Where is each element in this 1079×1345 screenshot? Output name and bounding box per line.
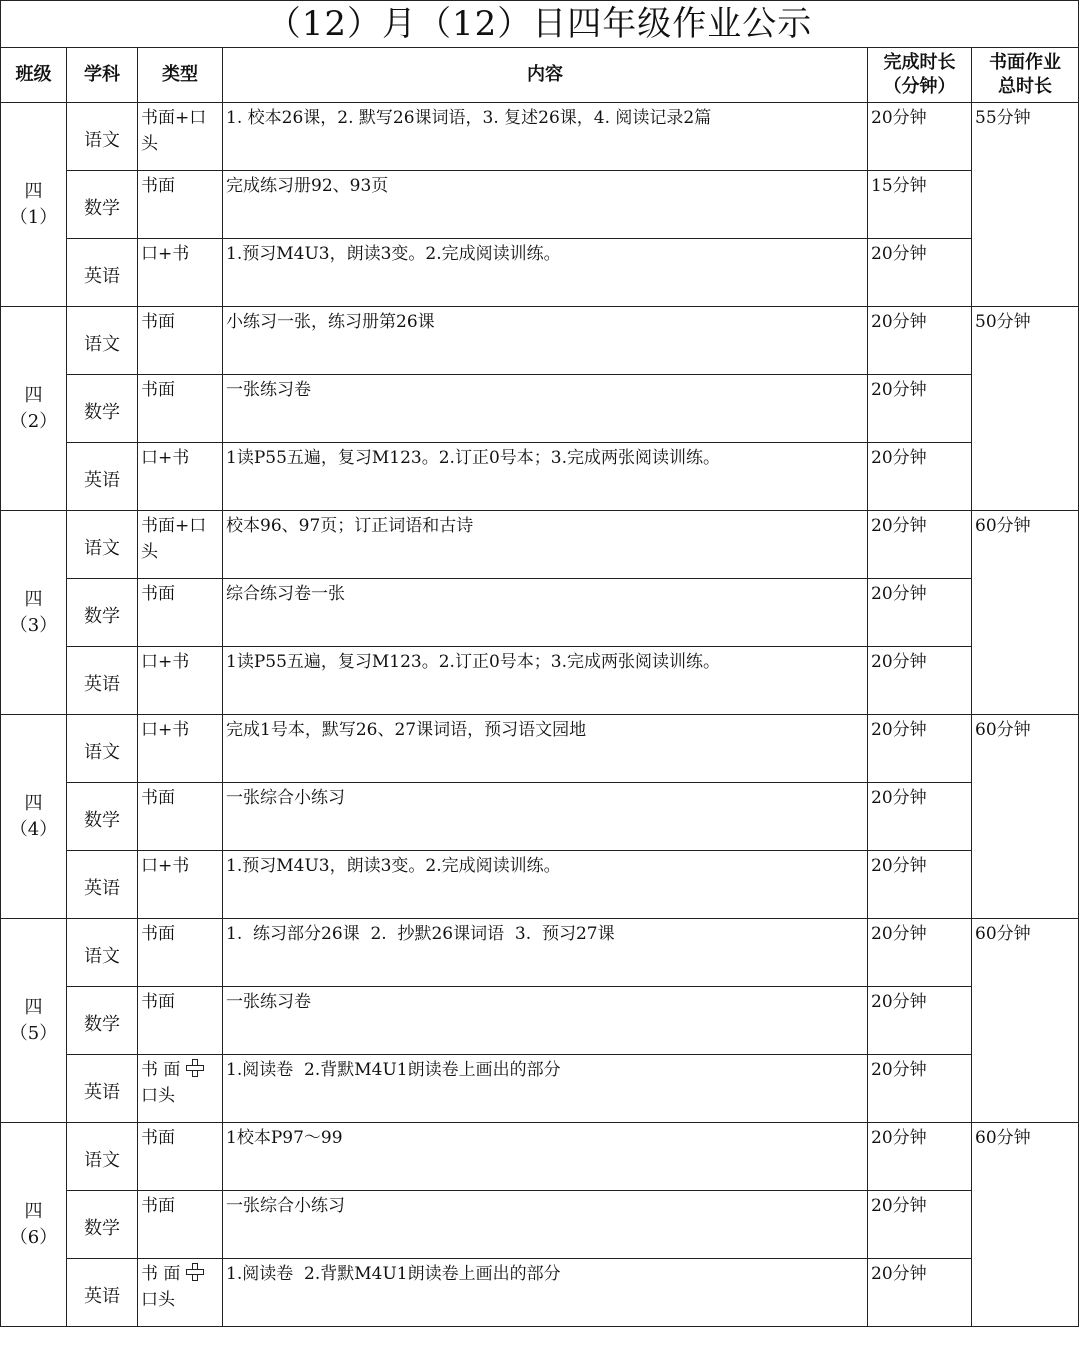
total-duration-cell: 60分钟 [972,1123,1079,1327]
content-cell: 小练习一张，练习册第26课 [223,307,868,375]
total-duration-cell: 55分钟 [972,103,1079,307]
subject-cell: 数学 [67,987,138,1055]
class-number: （3） [9,614,58,636]
type-cell: 书面 [138,1123,223,1191]
table-row [1,1123,1079,1191]
subject-cell: 数学 [67,171,138,239]
table-row [1,443,1079,511]
table-row [1,1191,1079,1259]
duration-cell: 20分钟 [868,443,972,511]
class-number: （1） [9,206,58,228]
class-cell [1,919,67,1123]
content-cell: 一张综合小练习 [223,783,868,851]
subject-cell: 英语 [67,239,138,307]
plus-icon [186,1059,204,1077]
class-number: （2） [9,410,58,432]
duration-cell: 20分钟 [868,511,972,579]
table-row [1,715,1079,783]
duration-cell: 20分钟 [868,375,972,443]
duration-cell: 20分钟 [868,1259,972,1327]
duration-cell: 20分钟 [868,1191,972,1259]
type-part-b: 口头 [141,1086,175,1106]
type-cell: 书面 [138,579,223,647]
table-row [1,647,1079,715]
total-duration-cell: 60分钟 [972,511,1079,715]
subject-cell: 数学 [67,375,138,443]
type-cell: 口+书 [138,647,223,715]
subject-cell: 英语 [67,1259,138,1327]
type-cell: 书面 [138,987,223,1055]
subject-cell: 英语 [67,1055,138,1123]
content-cell: 1. 练习部分26课 2. 抄默26课词语 3. 预习27课 [223,919,868,987]
duration-cell: 20分钟 [868,919,972,987]
type-cell: 书面+口头 [138,511,223,579]
content-cell: 1.预习M4U3，朗读3变。2.完成阅读训练。 [223,851,868,919]
duration-cell: 20分钟 [868,783,972,851]
header-content: 内容 [223,48,868,103]
plus-icon [186,1263,204,1281]
class-cell [1,307,67,511]
type-cell: 书面 [138,307,223,375]
class-cell [1,103,67,307]
total-duration-cell: 50分钟 [972,307,1079,511]
type-cell: 书面 [138,919,223,987]
table-row [1,919,1079,987]
header-class: 班级 [1,48,67,103]
type-cell: 书面 [138,375,223,443]
subject-cell: 语文 [67,919,138,987]
subject-cell: 英语 [67,443,138,511]
class-number: （4） [9,818,58,840]
duration-cell: 20分钟 [868,1055,972,1123]
subject-cell: 数学 [67,783,138,851]
duration-cell: 20分钟 [868,307,972,375]
table-row [1,511,1079,579]
subject-cell: 语文 [67,103,138,171]
duration-cell: 20分钟 [868,987,972,1055]
table-row [1,103,1079,171]
table-row [1,1259,1079,1327]
header-subject: 学科 [67,48,138,103]
header-duration-line2: （分钟） [883,76,956,97]
table-row [1,783,1079,851]
table-row [1,307,1079,375]
subject-cell: 语文 [67,511,138,579]
table-body [1,103,1079,1327]
subject-cell: 语文 [67,307,138,375]
class-name: 四 [24,384,43,406]
content-cell: 完成练习册92、93页 [223,171,868,239]
class-number: （5） [9,1022,58,1044]
type-part-a: 书 面 [141,1060,181,1080]
type-part-b: 口头 [141,1290,175,1310]
page-title: （12）月（12）日四年级作业公示 [1,1,1079,48]
table-row [1,851,1079,919]
duration-cell: 20分钟 [868,1123,972,1191]
duration-cell: 20分钟 [868,715,972,783]
table-row [1,579,1079,647]
class-name: 四 [24,792,43,814]
table-row [1,239,1079,307]
content-cell: 1读P55五遍，复习M123。2.订正0号本；3.完成两张阅读训练。 [223,647,868,715]
duration-cell: 20分钟 [868,851,972,919]
type-cell: 口+书 [138,715,223,783]
type-cell [138,1259,223,1327]
subject-cell: 语文 [67,715,138,783]
type-cell: 口+书 [138,443,223,511]
table-row [1,1055,1079,1123]
content-cell: 综合练习卷一张 [223,579,868,647]
total-duration-cell: 60分钟 [972,715,1079,919]
header-duration [868,48,972,103]
content-cell: 1读P55五遍，复习M123。2.订正0号本；3.完成两张阅读训练。 [223,443,868,511]
header-type: 类型 [138,48,223,103]
type-cell [138,1055,223,1123]
duration-cell: 20分钟 [868,103,972,171]
content-cell: 1校本P97～99 [223,1123,868,1191]
header-total-line1: 书面作业 [989,52,1062,73]
class-name: 四 [24,588,43,610]
table-row [1,987,1079,1055]
class-name: 四 [24,1200,43,1222]
type-cell: 书面 [138,783,223,851]
subject-cell: 数学 [67,579,138,647]
type-cell: 书面+口头 [138,103,223,171]
subject-cell: 英语 [67,851,138,919]
header-duration-line1: 完成时长 [883,52,956,73]
content-cell: 1.阅读卷 2.背默M4U1朗读卷上画出的部分 [223,1055,868,1123]
content-cell: 1.阅读卷 2.背默M4U1朗读卷上画出的部分 [223,1259,868,1327]
type-cell: 口+书 [138,851,223,919]
subject-cell: 英语 [67,647,138,715]
subject-cell: 数学 [67,1191,138,1259]
class-name: 四 [24,996,43,1018]
type-part-a: 书 面 [141,1264,181,1284]
content-cell: 一张综合小练习 [223,1191,868,1259]
content-cell: 一张练习卷 [223,375,868,443]
duration-cell: 20分钟 [868,239,972,307]
content-cell: 校本96、97页；订正词语和古诗 [223,511,868,579]
type-cell: 书面 [138,1191,223,1259]
header-total-line2: 总时长 [998,76,1053,97]
duration-cell: 15分钟 [868,171,972,239]
type-cell: 书面 [138,171,223,239]
duration-cell: 20分钟 [868,579,972,647]
content-cell: 1.预习M4U3，朗读3变。2.完成阅读训练。 [223,239,868,307]
content-cell: 1. 校本26课，2. 默写26课词语，3. 复述26课，4. 阅读记录2篇 [223,103,868,171]
subject-cell: 语文 [67,1123,138,1191]
type-cell: 口+书 [138,239,223,307]
class-cell [1,715,67,919]
table-row [1,375,1079,443]
class-name: 四 [24,180,43,202]
content-cell: 完成1号本，默写26、27课词语，预习语文园地 [223,715,868,783]
content-cell: 一张练习卷 [223,987,868,1055]
table-row [1,171,1079,239]
class-cell [1,511,67,715]
class-cell [1,1123,67,1327]
class-number: （6） [9,1226,58,1248]
total-duration-cell: 60分钟 [972,919,1079,1123]
duration-cell: 20分钟 [868,647,972,715]
header-total [972,48,1079,103]
